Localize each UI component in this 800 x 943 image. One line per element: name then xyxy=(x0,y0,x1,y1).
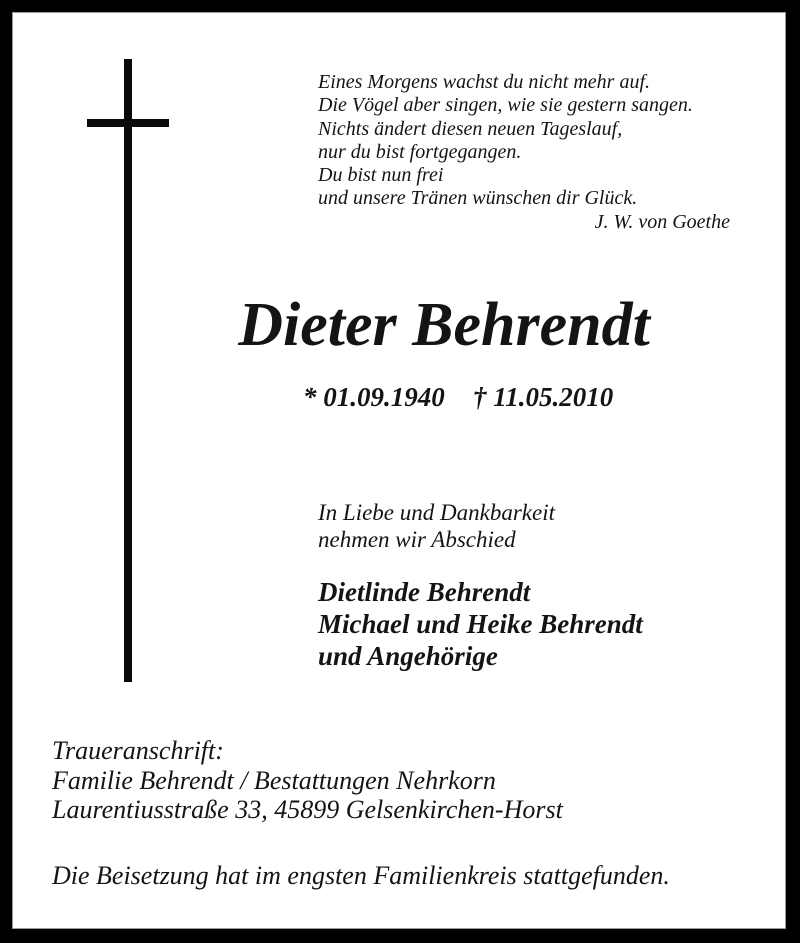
mourning-address-line: Laurentiusstraße 33, 45899 Gelsenkirchen-Horst xyxy=(52,795,563,824)
mourners-list xyxy=(318,576,643,672)
burial-note: Die Beisetzung hat im engsten Familienkreis stattgefunden. xyxy=(52,861,670,890)
poem-line: Eines Morgens wachst du nicht mehr auf. xyxy=(318,71,651,93)
poem-attribution: J. W. von Goethe xyxy=(594,210,730,233)
birth-date: * 01.09.1940 xyxy=(303,382,445,412)
mourner-line: Dietlinde Behrendt xyxy=(318,577,531,607)
cross-horizontal-bar xyxy=(87,119,169,127)
poem-line: und unsere Tränen wünschen dir Glück. xyxy=(318,187,638,210)
mourning-address-block xyxy=(52,736,563,825)
poem-line: Du bist nun frei xyxy=(318,164,444,187)
poem-line: Nichts ändert diesen neuen Tageslauf, xyxy=(318,117,623,140)
poem-line: nur du bist fortgegangen. xyxy=(318,140,522,163)
farewell-line: In Liebe und Dankbarkeit xyxy=(318,500,555,525)
farewell-text xyxy=(318,499,555,553)
memorial-poem xyxy=(318,71,730,234)
deceased-name: Dieter Behrendt xyxy=(238,291,650,359)
mourning-address-line: Familie Behrendt / Bestattungen Nehrkorn xyxy=(52,765,496,795)
mourning-address-label: Traueranschrift: xyxy=(52,736,224,765)
poem-line: Die Vögel aber singen, wie sie gestern sangen. xyxy=(318,94,693,117)
farewell-line: nehmen wir Abschied xyxy=(318,527,516,552)
mourner-line: und Angehörige xyxy=(318,641,498,671)
death-date: † 11.05.2010 xyxy=(473,382,614,412)
mourner-line: Michael und Heike Behrendt xyxy=(318,609,643,639)
cross-vertical-bar xyxy=(124,59,132,682)
